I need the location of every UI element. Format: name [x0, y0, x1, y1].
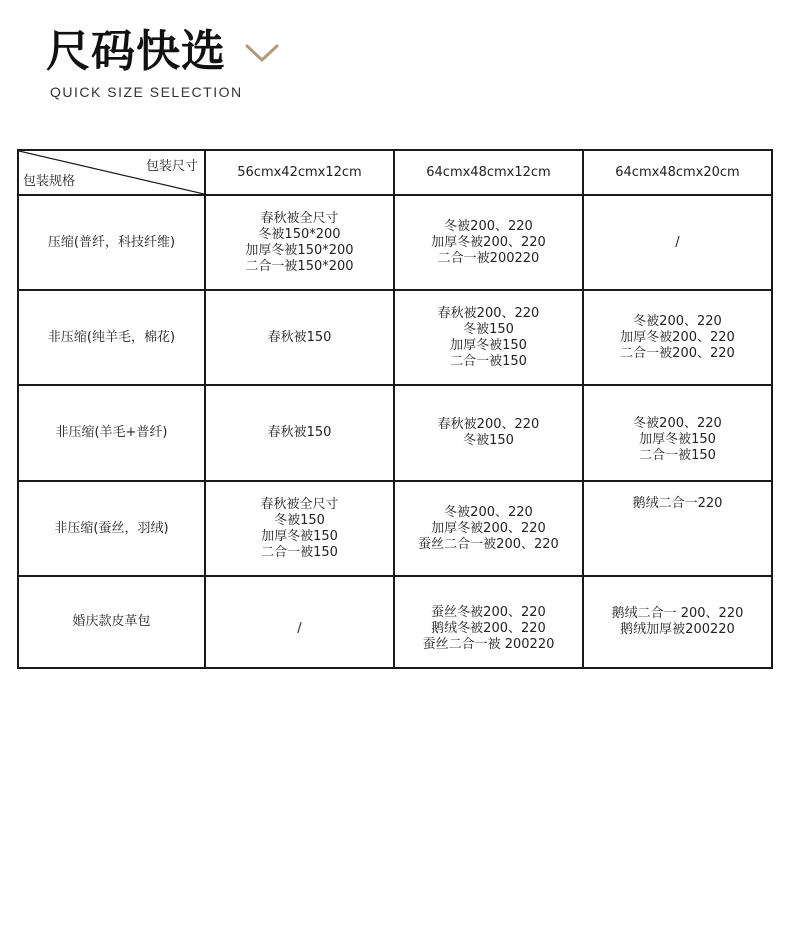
cell-line: 鹅绒冬被200、220 — [431, 621, 546, 636]
table-cell — [583, 290, 772, 385]
page-header — [46, 24, 346, 104]
table-cell — [205, 385, 394, 481]
cell-line: / — [297, 621, 302, 636]
cell-line: 春秋被200、220 — [437, 417, 540, 432]
page-subtitle: QUICK SIZE SELECTION — [50, 84, 243, 100]
cell-line: 二合一被200220 — [437, 250, 540, 266]
column-header: 64cmx48cmx20cm — [583, 150, 772, 195]
table-cell — [394, 385, 583, 481]
cell-line: 春秋被150 — [267, 329, 332, 345]
corner-label-spec: 包装规格 — [23, 174, 76, 189]
cell-line: 春秋被150 — [267, 425, 332, 440]
table-cell — [583, 385, 772, 481]
cell-line: 蚕丝二合一被200、220 — [418, 536, 559, 552]
cell-line: 冬被200、220 — [444, 504, 533, 520]
row-label: 非压缩(羊毛+普纤) — [18, 385, 205, 481]
cell-line: 二合一被150 — [450, 353, 527, 369]
table-cell — [583, 195, 772, 290]
cell-line: 冬被200、220 — [633, 416, 722, 431]
cell-line: 冬被150 — [463, 433, 514, 448]
cell-line: 冬被150 — [463, 321, 514, 337]
chevron-down-icon — [244, 42, 280, 64]
cell-line: 蚕丝冬被200、220 — [431, 605, 546, 620]
cell-line: 春秋被全尺寸 — [260, 496, 339, 512]
table-cell — [394, 576, 583, 668]
cell-line: 加厚冬被200、220 — [431, 234, 546, 250]
cell-line: 鹅绒二合一220 — [632, 496, 723, 511]
table-cell — [205, 576, 394, 668]
cell-line: 二合一被150 — [639, 448, 716, 463]
size-table — [17, 149, 773, 669]
table-row — [18, 195, 772, 290]
cell-line: 加厚冬被150 — [639, 432, 716, 447]
cell-line: 加厚冬被150*200 — [245, 242, 354, 258]
table-row — [18, 481, 772, 576]
cell-line: 鹅绒二合一 200、220 — [611, 606, 744, 621]
column-header: 64cmx48cmx12cm — [394, 150, 583, 195]
cell-line: 加厚冬被200、220 — [431, 520, 546, 536]
cell-line: 春秋被200、220 — [437, 305, 540, 321]
cell-line: 冬被200、220 — [633, 313, 722, 329]
cell-line: 二合一被150*200 — [245, 258, 354, 274]
cell-line: 冬被150 — [274, 512, 325, 528]
cell-line: 冬被200、220 — [444, 218, 533, 234]
table-cell — [205, 481, 394, 576]
row-label: 婚庆款皮革包 — [18, 576, 205, 668]
cell-line: 蚕丝二合一被 200220 — [422, 637, 555, 652]
cell-line: 二合一被200、220 — [620, 345, 735, 361]
column-header: 56cmx42cmx12cm — [205, 150, 394, 195]
table-header-row — [18, 150, 772, 195]
table-cell — [205, 195, 394, 290]
table-cell — [394, 481, 583, 576]
table-cell — [205, 290, 394, 385]
cell-line: 加厚冬被150 — [450, 337, 527, 353]
cell-line: 二合一被150 — [261, 544, 338, 560]
cell-line: 鹅绒加厚被200220 — [620, 622, 735, 637]
table-row — [18, 385, 772, 481]
table-row — [18, 290, 772, 385]
cell-line: 春秋被全尺寸 — [260, 210, 339, 226]
cell-line: 冬被150*200 — [258, 226, 341, 242]
table-cell — [394, 290, 583, 385]
table-row — [18, 576, 772, 668]
table-cell — [583, 481, 772, 576]
cell-line: 加厚冬被200、220 — [620, 329, 735, 345]
table-cell — [394, 195, 583, 290]
corner-label-size: 包装尺寸 — [145, 159, 198, 174]
row-label: 非压缩(蚕丝，羽绒) — [18, 481, 205, 576]
table-cell — [583, 576, 772, 668]
page-title: 尺码快选 — [46, 26, 226, 77]
cell-line: 加厚冬被150 — [261, 528, 338, 544]
cell-line: / — [675, 234, 680, 250]
row-label: 压缩(普纤，科技纤维) — [18, 195, 205, 290]
row-label: 非压缩(纯羊毛，棉花) — [18, 290, 205, 385]
corner-cell — [18, 150, 205, 195]
